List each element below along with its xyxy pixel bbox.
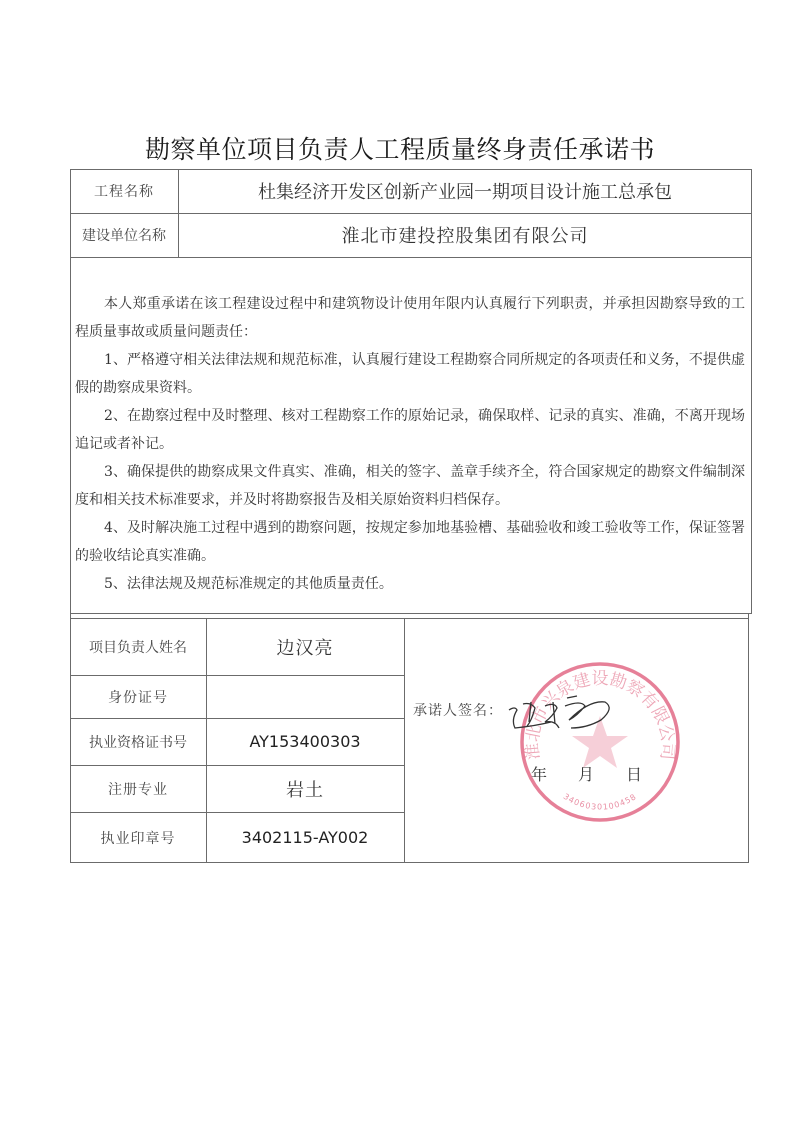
commitment-item: 5、法律法规及规范标准规定的其他质量责任。 (104, 576, 393, 592)
company-seal (518, 660, 682, 824)
commitment-item: 1、严格遵守相关法律法规和规范标准，认真履行建设工程勘察合同所规定的各项责任和义务，不提供虚假的勘察成果资料。 (75, 352, 745, 396)
date-year: 年 (531, 765, 548, 784)
seal-number-label: 执业印章号 (100, 830, 176, 847)
seal-number-text: 3406030100458 (561, 791, 639, 812)
commitment-item: 4、及时解决施工过程中遇到的勘察问题，按规定参加地基验槽、基础验收和竣工验收等工作，保证签署的验收结论真实准确。 (75, 520, 745, 564)
handwritten-signature (505, 690, 620, 740)
id-number-label: 身份证号 (108, 689, 168, 706)
date-month: 月 (578, 765, 595, 784)
commitment-item: 3、确保提供的勘察成果文件真实、准确，相关的签字、盖章手续齐全，符合国家规定的勘察文件编制深度和相关技术标准要求，并及时将勘察报告及相关原始资料归档保存。 (75, 464, 745, 508)
certificate-number-label: 执业资格证书号 (89, 734, 187, 751)
commitment-text (75, 290, 745, 598)
seal-number-value: 3402115-AY002 (241, 828, 369, 847)
client-value: 淮北市建投控股集团有限公司 (341, 226, 589, 247)
specialty-value: 岩土 (286, 779, 324, 801)
client-label: 建设单位名称 (82, 228, 166, 244)
certificate-number-value: AY153400303 (249, 732, 361, 751)
project-name-label: 工程名称 (94, 184, 154, 200)
date-day: 日 (626, 765, 643, 784)
commitment-item: 2、在勘察过程中及时整理、核对工程勘察工作的原始记录，确保取样、记录的真实、准确，不离开现场追记或者补记。 (75, 408, 745, 452)
person-value-divider (404, 618, 405, 863)
id-number-value (206, 675, 404, 718)
project-name-value: 杜集经济开发区创新产业园一期项目设计施工总承包 (258, 182, 672, 203)
info-row-divider (70, 257, 752, 258)
person-name-value: 边汉亮 (276, 637, 334, 659)
specialty-label: 注册专业 (108, 781, 168, 798)
seal-company-text: 淮北市兴泉建设勘察有限公司 (522, 669, 678, 761)
person-name-label: 项目负责人姓名 (89, 639, 187, 656)
signature-label: 承诺人签名： (413, 703, 503, 719)
document-title: 勘察单位项目负责人工程质量终身责任承诺书 (144, 135, 655, 164)
commitment-intro: 本人郑重承诺在该工程建设过程中和建筑物设计使用年限内认真履行下列职责，并承担因勘察导致的工程质量事故或质量问题责任： (75, 296, 745, 340)
